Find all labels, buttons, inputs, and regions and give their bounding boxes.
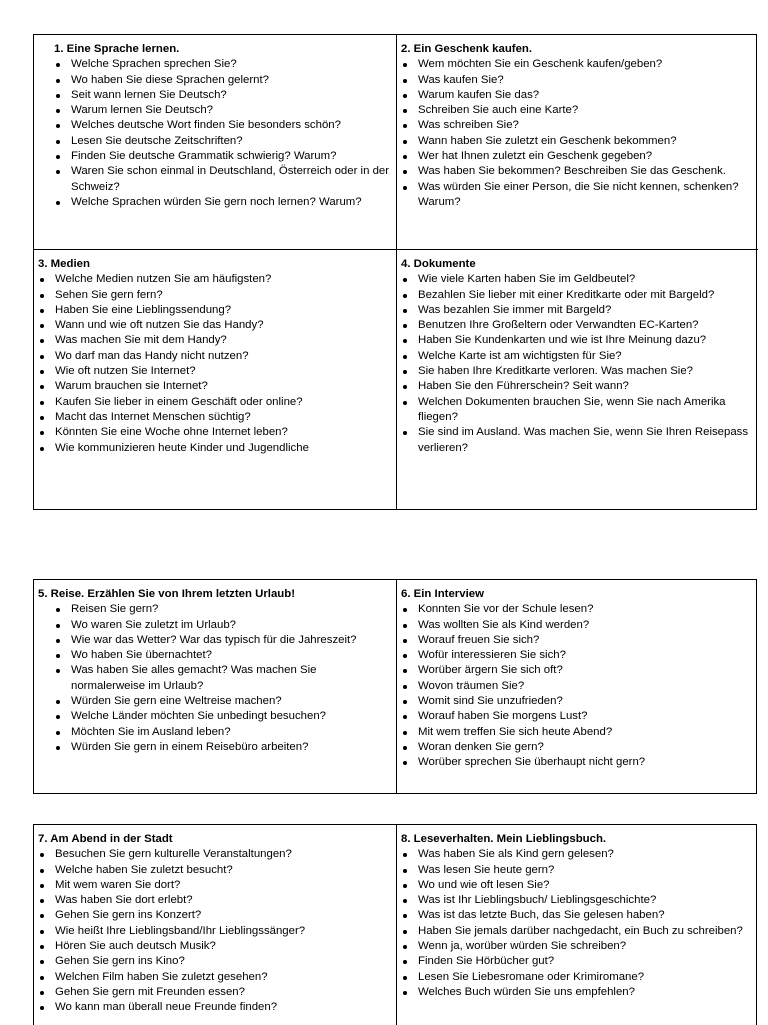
card-title: 4. Dokumente bbox=[401, 258, 476, 270]
question-item: Könnten Sie eine Woche ohne Internet leben? bbox=[38, 425, 390, 440]
question-item: Warum brauchen sie Internet? bbox=[38, 379, 390, 394]
card-title: 1. Eine Sprache lernen. bbox=[54, 43, 180, 55]
question-item: Haben Sie eine Lieblingssendung? bbox=[38, 303, 390, 318]
card-grid-1 bbox=[33, 34, 757, 510]
question-item: Was würden Sie einer Person, die Sie nicht kennen, schenken? Warum? bbox=[401, 180, 752, 211]
question-item: Konnten Sie vor der Schule lesen? bbox=[401, 602, 752, 617]
question-item: Wer hat Ihnen zuletzt ein Geschenk gegeben? bbox=[401, 149, 752, 164]
question-item: Was machen Sie mit dem Handy? bbox=[38, 333, 390, 348]
question-item: Welche Sprachen würden Sie gern noch lernen? Warum? bbox=[38, 195, 390, 210]
question-item: Welches Buch würden Sie uns empfehlen? bbox=[401, 985, 752, 1000]
question-item: Welchen Film haben Sie zuletzt gesehen? bbox=[38, 970, 390, 985]
question-item: Welchen Dokumenten brauchen Sie, wenn Sie nach Amerika fliegen? bbox=[401, 395, 752, 426]
question-item: Wie war das Wetter? War das typisch für die Jahreszeit? bbox=[38, 633, 390, 648]
question-item: Welche Karte ist am wichtigsten für Sie? bbox=[401, 349, 752, 364]
card-4 bbox=[396, 250, 758, 509]
question-item: Was haben Sie alles gemacht? Was machen Sie normalerweise im Urlaub? bbox=[38, 663, 390, 694]
question-item: Welche Sprachen sprechen Sie? bbox=[38, 57, 390, 72]
question-item: Seit wann lernen Sie Deutsch? bbox=[38, 88, 390, 103]
question-item: Wo darf man das Handy nicht nutzen? bbox=[38, 349, 390, 364]
question-item: Reisen Sie gern? bbox=[38, 602, 390, 617]
question-item: Was haben Sie bekommen? Beschreiben Sie das Geschenk. bbox=[401, 164, 752, 179]
question-item: Waren Sie schon einmal in Deutschland, Österreich oder in der Schweiz? bbox=[38, 164, 390, 195]
question-item: Was schreiben Sie? bbox=[401, 118, 752, 133]
question-item: Mit wem treffen Sie sich heute Abend? bbox=[401, 725, 752, 740]
card-title: 2. Ein Geschenk kaufen. bbox=[401, 43, 533, 55]
question-item: Besuchen Sie gern kulturelle Veranstaltungen? bbox=[38, 847, 390, 862]
question-item: Welches deutsche Wort finden Sie besonders schön? bbox=[38, 118, 390, 133]
question-item: Worauf haben Sie morgens Lust? bbox=[401, 709, 752, 724]
question-item: Warum kaufen Sie das? bbox=[401, 88, 752, 103]
question-item: Wo kann man überall neue Freunde finden? bbox=[38, 1000, 390, 1015]
question-item: Wie viele Karten haben Sie im Geldbeutel? bbox=[401, 272, 752, 287]
question-item: Was haben Sie als Kind gern gelesen? bbox=[401, 847, 752, 862]
question-item: Welche Länder möchten Sie unbedingt besuchen? bbox=[38, 709, 390, 724]
question-list bbox=[38, 57, 390, 210]
question-item: Wie oft nutzen Sie Internet? bbox=[38, 364, 390, 379]
question-item: Haben Sie Kundenkarten und wie ist Ihre Meinung dazu? bbox=[401, 333, 752, 348]
question-item: Gehen Sie gern ins Konzert? bbox=[38, 908, 390, 923]
question-item: Wie kommunizieren heute Kinder und Jugendliche bbox=[38, 441, 390, 456]
question-item: Würden Sie gern in einem Reisebüro arbeiten? bbox=[38, 740, 390, 755]
card-7 bbox=[34, 825, 396, 1025]
question-list bbox=[401, 272, 752, 456]
question-item: Mit wem waren Sie dort? bbox=[38, 878, 390, 893]
card-6 bbox=[396, 580, 758, 793]
question-item: Finden Sie Hörbücher gut? bbox=[401, 954, 752, 969]
question-item: Hören Sie auch deutsch Musik? bbox=[38, 939, 390, 954]
question-item: Möchten Sie im Ausland leben? bbox=[38, 725, 390, 740]
question-item: Welche haben Sie zuletzt besucht? bbox=[38, 863, 390, 878]
question-item: Finden Sie deutsche Grammatik schwierig? Warum? bbox=[38, 149, 390, 164]
question-item: Was wollten Sie als Kind werden? bbox=[401, 618, 752, 633]
question-item: Was haben Sie dort erlebt? bbox=[38, 893, 390, 908]
question-item: Wo haben Sie diese Sprachen gelernt? bbox=[38, 73, 390, 88]
question-item: Haben Sie den Führerschein? Seit wann? bbox=[401, 379, 752, 394]
question-item: Worüber sprechen Sie überhaupt nicht gern? bbox=[401, 755, 752, 770]
question-item: Was ist das letzte Buch, das Sie gelesen haben? bbox=[401, 908, 752, 923]
question-item: Warum lernen Sie Deutsch? bbox=[38, 103, 390, 118]
question-item: Gehen Sie gern mit Freunden essen? bbox=[38, 985, 390, 1000]
question-item: Wie heißt Ihre Lieblingsband/Ihr Lieblingssänger? bbox=[38, 924, 390, 939]
question-item: Wovon träumen Sie? bbox=[401, 679, 752, 694]
card-title: 6. Ein Interview bbox=[401, 588, 484, 600]
card-5 bbox=[34, 580, 396, 793]
question-item: Bezahlen Sie lieber mit einer Kreditkarte oder mit Bargeld? bbox=[401, 288, 752, 303]
question-item: Womit sind Sie unzufrieden? bbox=[401, 694, 752, 709]
question-item: Sehen Sie gern fern? bbox=[38, 288, 390, 303]
question-list bbox=[401, 847, 752, 1000]
question-item: Wann haben Sie zuletzt ein Geschenk bekommen? bbox=[401, 134, 752, 149]
card-grid-2 bbox=[33, 579, 757, 794]
card-title: 3. Medien bbox=[38, 258, 90, 270]
card-1 bbox=[34, 35, 396, 250]
question-item: Worüber ärgern Sie sich oft? bbox=[401, 663, 752, 678]
card-3 bbox=[34, 250, 396, 509]
question-item: Wo haben Sie übernachtet? bbox=[38, 648, 390, 663]
question-item: Wann und wie oft nutzen Sie das Handy? bbox=[38, 318, 390, 333]
question-list bbox=[38, 602, 390, 755]
card-grid-3 bbox=[33, 824, 757, 1025]
question-item: Schreiben Sie auch eine Karte? bbox=[401, 103, 752, 118]
question-item: Wofür interessieren Sie sich? bbox=[401, 648, 752, 663]
question-item: Was lesen Sie heute gern? bbox=[401, 863, 752, 878]
question-item: Welche Medien nutzen Sie am häufigsten? bbox=[38, 272, 390, 287]
question-item: Haben Sie jemals darüber nachgedacht, ein Buch zu schreiben? bbox=[401, 924, 752, 939]
question-item: Worauf freuen Sie sich? bbox=[401, 633, 752, 648]
question-item: Woran denken Sie gern? bbox=[401, 740, 752, 755]
question-item: Sie haben Ihre Kreditkarte verloren. Was machen Sie? bbox=[401, 364, 752, 379]
question-list bbox=[38, 272, 390, 456]
question-item: Lesen Sie deutsche Zeitschriften? bbox=[38, 134, 390, 149]
question-item: Wem möchten Sie ein Geschenk kaufen/geben? bbox=[401, 57, 752, 72]
card-2 bbox=[396, 35, 758, 250]
question-item: Benutzen Ihre Großeltern oder Verwandten EC-Karten? bbox=[401, 318, 752, 333]
question-item: Kaufen Sie lieber in einem Geschäft oder online? bbox=[38, 395, 390, 410]
question-item: Wo und wie oft lesen Sie? bbox=[401, 878, 752, 893]
card-title: 7. Am Abend in der Stadt bbox=[38, 833, 173, 845]
card-8 bbox=[396, 825, 758, 1025]
question-item: Was kaufen Sie? bbox=[401, 73, 752, 88]
question-item: Gehen Sie gern ins Kino? bbox=[38, 954, 390, 969]
question-item: Wenn ja, worüber würden Sie schreiben? bbox=[401, 939, 752, 954]
question-list bbox=[38, 847, 390, 1015]
card-title: 8. Leseverhalten. Mein Lieblingsbuch. bbox=[401, 833, 607, 845]
question-item: Was bezahlen Sie immer mit Bargeld? bbox=[401, 303, 752, 318]
question-item: Würden Sie gern eine Weltreise machen? bbox=[38, 694, 390, 709]
question-list bbox=[401, 57, 752, 210]
card-title: 5. Reise. Erzählen Sie von Ihrem letzten Urlaub! bbox=[38, 588, 295, 600]
question-item: Lesen Sie Liebesromane oder Krimiromane? bbox=[401, 970, 752, 985]
question-item: Macht das Internet Menschen süchtig? bbox=[38, 410, 390, 425]
question-item: Was ist Ihr Lieblingsbuch/ Lieblingsgeschichte? bbox=[401, 893, 752, 908]
question-list bbox=[401, 602, 752, 770]
question-item: Sie sind im Ausland. Was machen Sie, wenn Sie Ihren Reisepass verlieren? bbox=[401, 425, 752, 456]
question-item: Wo waren Sie zuletzt im Urlaub? bbox=[38, 618, 390, 633]
